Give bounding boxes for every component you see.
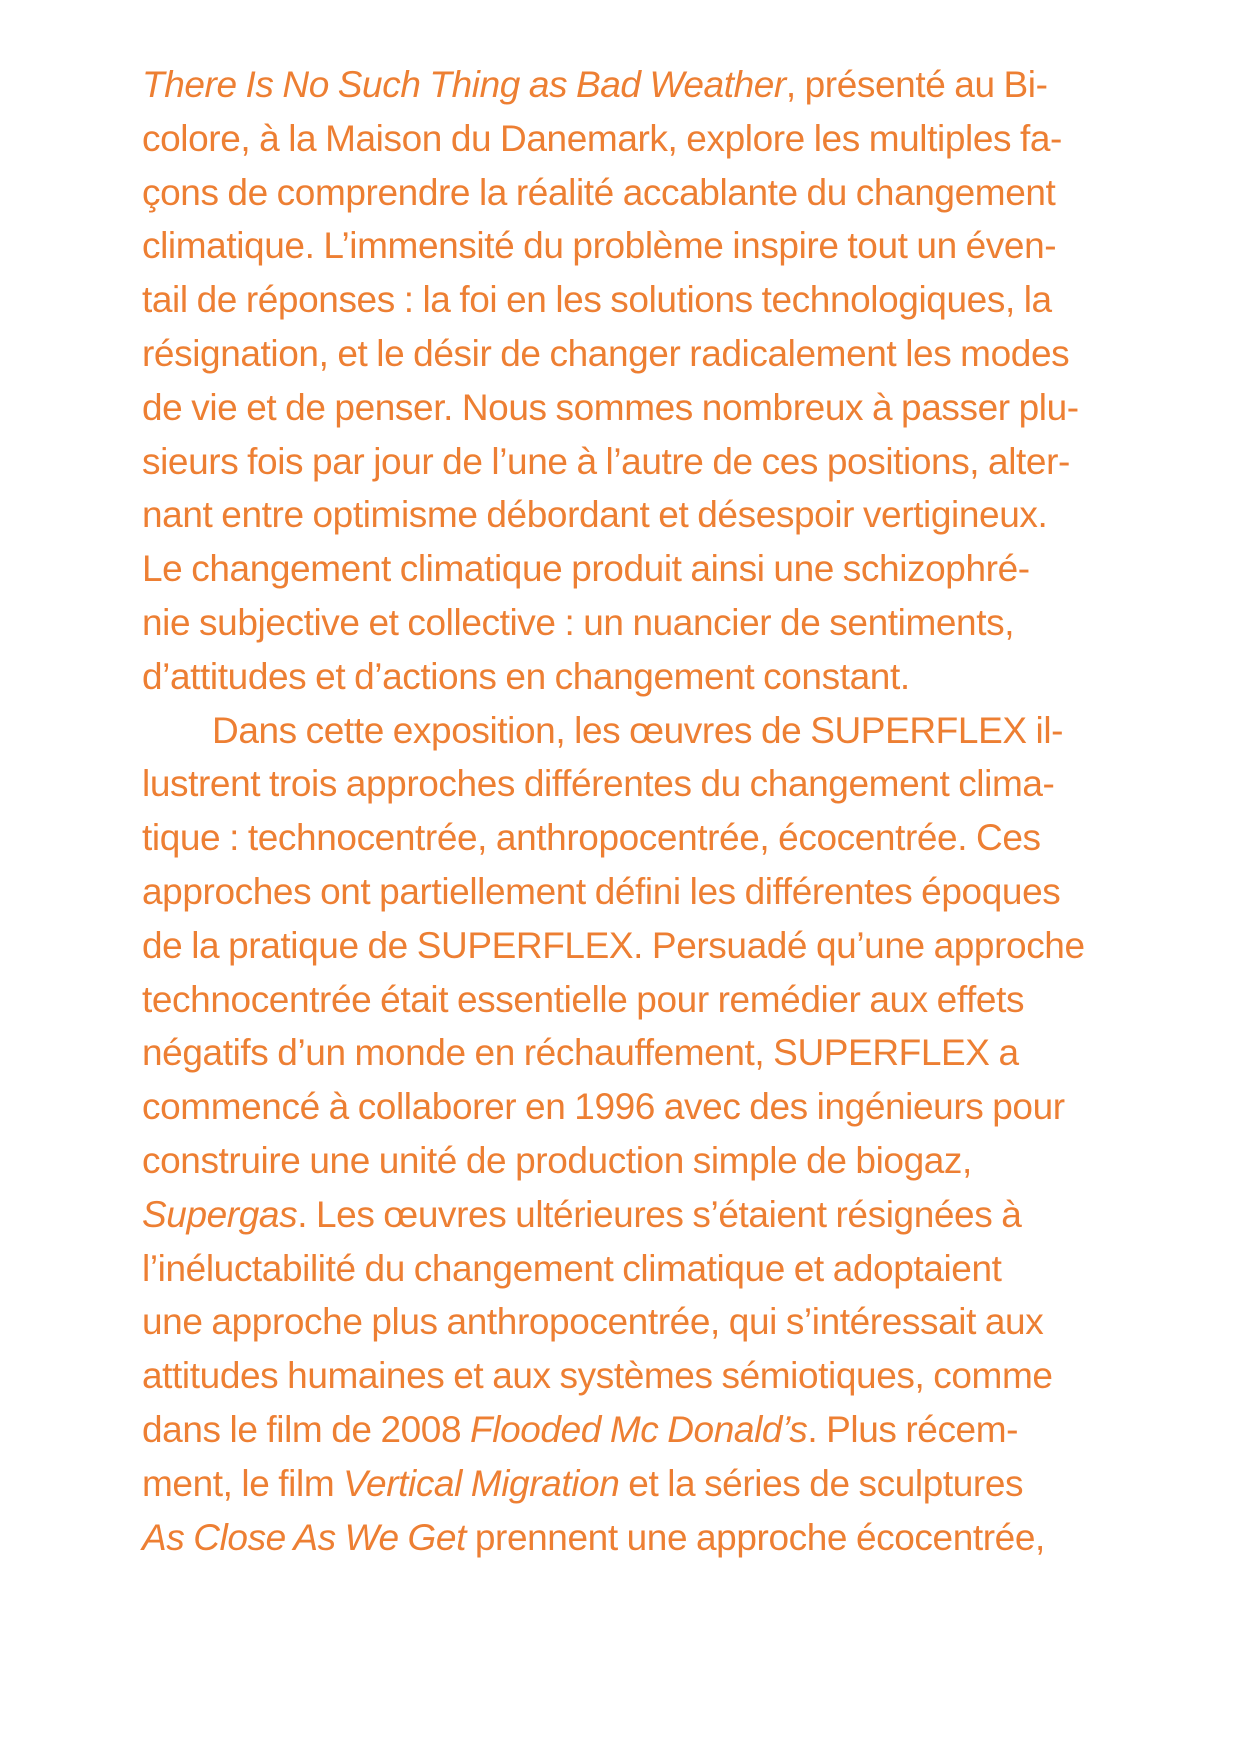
line: Dans cette exposition, les œuvres de SUPERFLEX il- [212,709,1064,751]
line: négatifs d’un monde en réchauffement, SUPERFLEX a [142,1032,1019,1074]
line: lustrent trois approches différentes du changement clima- [142,763,1055,805]
work-title: Flooded Mc Donald’s [470,1408,808,1450]
line: attitudes humaines et aux systèmes sémiotiques, comme [142,1355,1053,1397]
work-title: Supergas [142,1193,298,1235]
exhibition-title: There Is No Such Thing as Bad Weather [142,64,786,105]
line: nie subjective et collective : un nuancier de sentiments, [142,601,1015,643]
line: nant entre optimisme débordant et désespoir vertigineux. [142,494,1048,536]
line: Le changement climatique produit ainsi une schizophré- [142,548,1030,590]
line: de vie et de penser. Nous sommes nombreux à passer plu- [142,386,1079,428]
work-title: Vertical Migration [343,1462,620,1504]
line: construire une unité de production simple de biogaz, [142,1139,972,1181]
line: l’inéluctabilité du changement climatique et adoptaient [142,1247,1002,1289]
line: There Is No Such Thing as Bad Weather, présenté au Bi- [142,64,1048,105]
line: technocentrée était essentielle pour remédier aux effets [142,978,1025,1020]
work-title: As Close As We Get [142,1516,466,1558]
line: ment, le film Vertical Migration et la séries de sculptures [142,1462,1024,1504]
line: commencé à collaborer en 1996 avec des ingénieurs pour [142,1086,1065,1128]
line: sieurs fois par jour de l’une à l’autre de ces positions, alter- [142,440,1070,482]
line: d’attitudes et d’actions en changement constant. [142,655,910,697]
line: de la pratique de SUPERFLEX. Persuadé qu’une approche [142,924,1085,966]
line: tail de réponses : la foi en les solutions technologiques, la [142,279,1052,321]
line: colore, à la Maison du Danemark, explore les multiples fa- [142,117,1062,159]
line: approches ont partiellement défini les différentes époques [142,870,1061,912]
line: une approche plus anthropocentrée, qui s’intéressait aux [142,1301,1044,1343]
paragraph-1 [142,58,1182,704]
line: dans le film de 2008 Flooded Mc Donald’s. Plus récem- [142,1408,1019,1450]
line: As Close As We Get prennent une approche écocentrée, [142,1516,1045,1558]
paragraph-2 [142,704,1182,1565]
line: Supergas. Les œuvres ultérieures s’étaient résignées à [142,1193,1022,1235]
line: çons de comprendre la réalité accablante du changement [142,171,1056,213]
document-page [142,58,1182,1564]
line: climatique. L’immensité du problème inspire tout un éven- [142,225,1057,267]
line: tique : technocentrée, anthropocentrée, écocentrée. Ces [142,817,1041,859]
line: résignation, et le désir de changer radicalement les modes [142,332,1070,374]
